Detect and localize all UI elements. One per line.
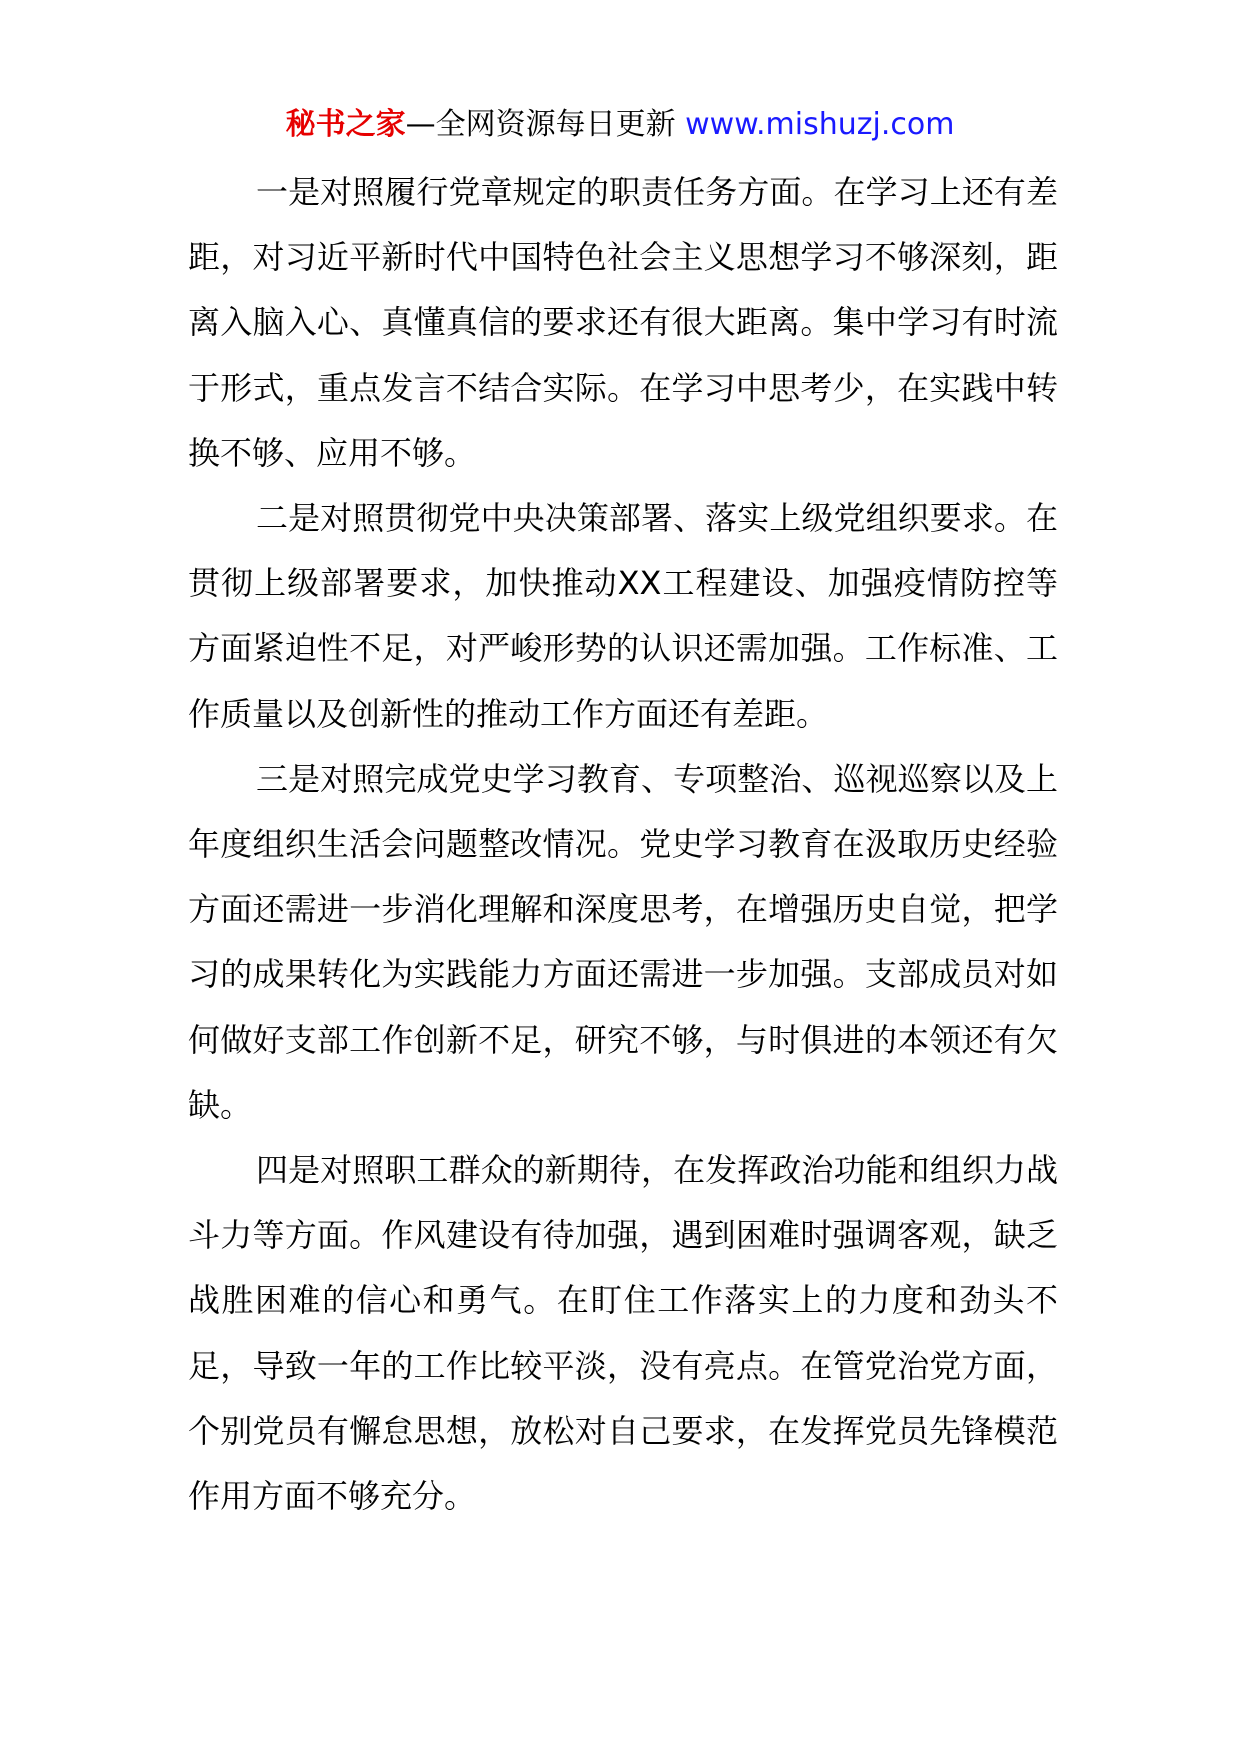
header-tagline: —全网资源每日更新 [405, 107, 676, 142]
paragraph-3: 三是对照完成党史学习教育、专项整治、巡视巡察以及上年度组织生活会问题整改情况。党史学习教育在汲取历史经验方面还需进一步消化理解和深度思考，在增强历史自觉，把学习的成果转化为实践能力方面还需进一步加强。支部成员对如何做好支部工作创新不足，研究不够，与时俱进的本领还有欠缺。 [188, 759, 1058, 1124]
page-header [0, 100, 1240, 150]
brand-name: 秘书之家 [285, 107, 406, 142]
document-body [188, 160, 1058, 1529]
website-link[interactable]: www.mishuzj.com [685, 107, 955, 142]
paragraph-1: 一是对照履行党章规定的职责任务方面。在学习上还有差距，对习近平新时代中国特色社会主义思想学习不够深刻，距离入脑入心、真懂真信的要求还有很大距离。集中学习有时流于形式，重点发言不结合实际。在学习中思考少，在实践中转换不够、应用不够。 [188, 173, 1058, 472]
paragraph-2: 二是对照贯彻党中央决策部署、落实上级党组织要求。在贯彻上级部署要求，加快推动XX工程建设、加强疫情防控等方面紧迫性不足，对严峻形势的认识还需加强。工作标准、工作质量以及创新性的推动工作方面还有差距。 [188, 499, 1058, 733]
paragraph-4: 四是对照职工群众的新期待，在发挥政治功能和组织力战斗力等方面。作风建设有待加强，遇到困难时强调客观，缺乏战胜困难的信心和勇气。在盯住工作落实上的力度和劲头不足，导致一年的工作比较平淡，没有亮点。在管党治党方面，个别党员有懈怠思想，放松对自己要求，在发挥党员先锋模范作用方面不够充分。 [188, 1151, 1058, 1516]
